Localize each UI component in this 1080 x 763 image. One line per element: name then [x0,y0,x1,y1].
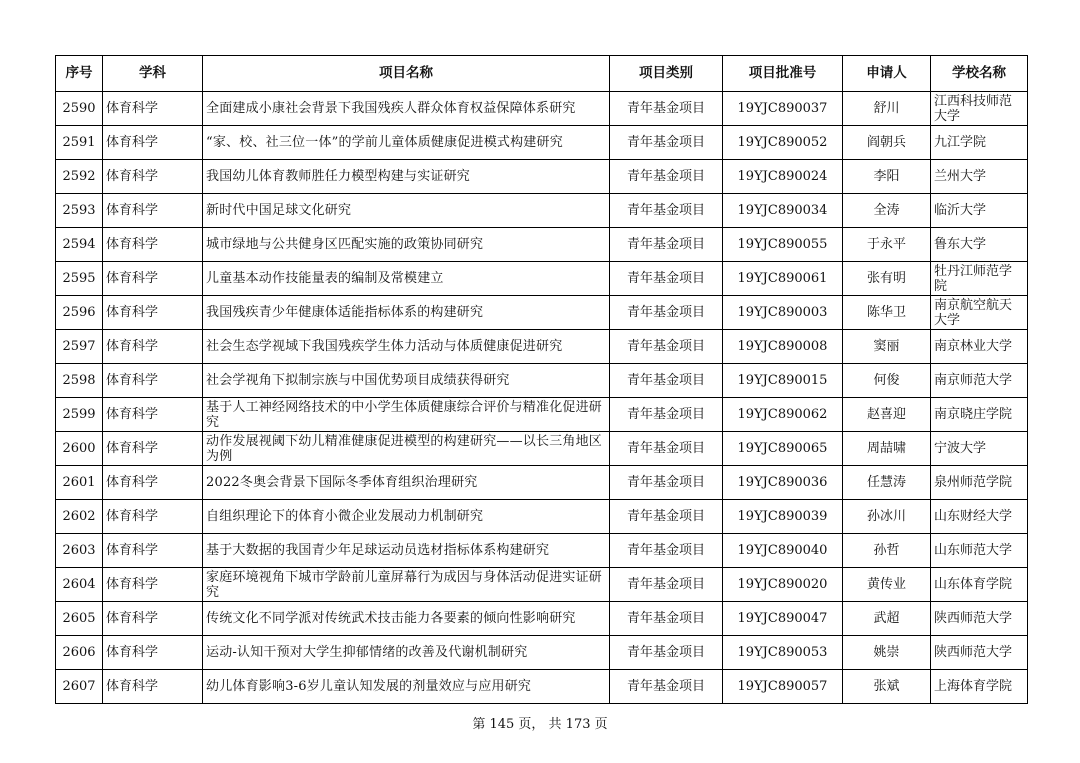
cell-applicant: 周喆啸 [843,432,931,466]
cell-applicant: 张斌 [843,670,931,704]
cell-project-type: 青年基金项目 [610,228,723,262]
cell-project-type: 青年基金项目 [610,126,723,160]
table-row [56,636,1028,670]
table-row [56,262,1028,296]
cell-school: 南京晓庄学院 [931,398,1028,432]
table-row [56,364,1028,398]
cell-project-type: 青年基金项目 [610,262,723,296]
cell-applicant: 陈华卫 [843,296,931,330]
table-row [56,296,1028,330]
cell-school: 上海体育学院 [931,670,1028,704]
cell-school: 鲁东大学 [931,228,1028,262]
cell-project-type: 青年基金项目 [610,92,723,126]
cell-school: 江西科技师范大学 [931,92,1028,126]
header-subject: 学科 [103,56,203,92]
cell-approval-code: 19YJC890037 [723,92,843,126]
cell-no: 2602 [56,500,103,534]
table-row [56,568,1028,602]
header-school: 学校名称 [931,56,1028,92]
cell-subject: 体育科学 [103,160,203,194]
cell-school: 牡丹江师范学院 [931,262,1028,296]
cell-applicant: 全涛 [843,194,931,228]
header-applicant: 申请人 [843,56,931,92]
cell-project-name: 动作发展视阈下幼儿精准健康促进模型的构建研究——以长三角地区为例 [203,432,610,466]
cell-project-type: 青年基金项目 [610,364,723,398]
cell-project-name: 家庭环境视角下城市学龄前儿童屏幕行为成因与身体活动促进实证研究 [203,568,610,602]
cell-school: 陕西师范大学 [931,636,1028,670]
cell-school: 泉州师范学院 [931,466,1028,500]
cell-approval-code: 19YJC890036 [723,466,843,500]
cell-project-name: 运动-认知干预对大学生抑郁情绪的改善及代谢机制研究 [203,636,610,670]
cell-school: 山东体育学院 [931,568,1028,602]
cell-subject: 体育科学 [103,602,203,636]
table-body [56,92,1028,704]
cell-applicant: 姚崇 [843,636,931,670]
cell-no: 2593 [56,194,103,228]
cell-school: 陕西师范大学 [931,602,1028,636]
cell-project-name: 全面建成小康社会背景下我国残疾人群众体育权益保障体系研究 [203,92,610,126]
table-row [56,228,1028,262]
table-row [56,432,1028,466]
cell-approval-code: 19YJC890003 [723,296,843,330]
cell-project-type: 青年基金项目 [610,568,723,602]
cell-subject: 体育科学 [103,636,203,670]
cell-project-name: 新时代中国足球文化研究 [203,194,610,228]
cell-school: 九江学院 [931,126,1028,160]
cell-subject: 体育科学 [103,534,203,568]
cell-no: 2597 [56,330,103,364]
cell-applicant: 孙冰川 [843,500,931,534]
cell-school: 南京林业大学 [931,330,1028,364]
cell-approval-code: 19YJC890062 [723,398,843,432]
cell-approval-code: 19YJC890024 [723,160,843,194]
cell-no: 2594 [56,228,103,262]
cell-project-name: 基于大数据的我国青少年足球运动员选材指标体系构建研究 [203,534,610,568]
cell-approval-code: 19YJC890020 [723,568,843,602]
table-row [56,160,1028,194]
cell-project-name: 我国残疾青少年健康体适能指标体系的构建研究 [203,296,610,330]
cell-subject: 体育科学 [103,670,203,704]
page-footer: 第 145 页， 共 173 页 [472,717,608,732]
cell-no: 2596 [56,296,103,330]
cell-school: 临沂大学 [931,194,1028,228]
cell-approval-code: 19YJC890055 [723,228,843,262]
cell-school: 山东师范大学 [931,534,1028,568]
cell-project-name: 儿童基本动作技能量表的编制及常模建立 [203,262,610,296]
cell-no: 2599 [56,398,103,432]
cell-project-type: 青年基金项目 [610,160,723,194]
cell-project-type: 青年基金项目 [610,466,723,500]
cell-applicant: 舒川 [843,92,931,126]
cell-applicant: 何俊 [843,364,931,398]
cell-approval-code: 19YJC890040 [723,534,843,568]
header-project-name: 项目名称 [203,56,610,92]
cell-project-name: 城市绿地与公共健身区匹配实施的政策协同研究 [203,228,610,262]
cell-project-name: “家、校、社三位一体”的学前儿童体质健康促进模式构建研究 [203,126,610,160]
cell-no: 2592 [56,160,103,194]
table-row [56,398,1028,432]
cell-approval-code: 19YJC890061 [723,262,843,296]
table-header [56,56,1028,92]
cell-approval-code: 19YJC890015 [723,364,843,398]
cell-approval-code: 19YJC890039 [723,500,843,534]
cell-no: 2606 [56,636,103,670]
cell-project-name: 幼儿体育影响3-6岁儿童认知发展的剂量效应与应用研究 [203,670,610,704]
cell-applicant: 阎朝兵 [843,126,931,160]
cell-project-name: 2022冬奥会背景下国际冬季体育组织治理研究 [203,466,610,500]
cell-project-name: 我国幼儿体育教师胜任力模型构建与实证研究 [203,160,610,194]
cell-subject: 体育科学 [103,466,203,500]
cell-applicant: 于永平 [843,228,931,262]
cell-subject: 体育科学 [103,296,203,330]
cell-no: 2595 [56,262,103,296]
cell-subject: 体育科学 [103,262,203,296]
cell-project-name: 社会学视角下拟制宗族与中国优势项目成绩获得研究 [203,364,610,398]
cell-no: 2601 [56,466,103,500]
table-row [56,126,1028,160]
cell-subject: 体育科学 [103,398,203,432]
cell-project-type: 青年基金项目 [610,602,723,636]
cell-subject: 体育科学 [103,500,203,534]
cell-project-name: 基于人工神经网络技术的中小学生体质健康综合评价与精准化促进研究 [203,398,610,432]
cell-applicant: 窦丽 [843,330,931,364]
table-row [56,92,1028,126]
cell-project-name: 社会生态学视域下我国残疾学生体力活动与体质健康促进研究 [203,330,610,364]
cell-applicant: 孙哲 [843,534,931,568]
cell-approval-code: 19YJC890034 [723,194,843,228]
cell-no: 2603 [56,534,103,568]
cell-applicant: 张有明 [843,262,931,296]
cell-project-type: 青年基金项目 [610,296,723,330]
cell-approval-code: 19YJC890052 [723,126,843,160]
cell-subject: 体育科学 [103,364,203,398]
cell-subject: 体育科学 [103,92,203,126]
cell-subject: 体育科学 [103,432,203,466]
table-row [56,194,1028,228]
cell-subject: 体育科学 [103,330,203,364]
cell-no: 2590 [56,92,103,126]
cell-subject: 体育科学 [103,194,203,228]
header-approval-code: 项目批准号 [723,56,843,92]
cell-project-name: 传统文化不同学派对传统武术技击能力各要素的倾向性影响研究 [203,602,610,636]
cell-applicant: 赵喜迎 [843,398,931,432]
cell-school: 山东财经大学 [931,500,1028,534]
cell-applicant: 李阳 [843,160,931,194]
cell-subject: 体育科学 [103,228,203,262]
cell-school: 南京师范大学 [931,364,1028,398]
cell-project-name: 自组织理论下的体育小微企业发展动力机制研究 [203,500,610,534]
cell-project-type: 青年基金项目 [610,670,723,704]
cell-approval-code: 19YJC890053 [723,636,843,670]
cell-no: 2598 [56,364,103,398]
cell-project-type: 青年基金项目 [610,534,723,568]
table-row [56,330,1028,364]
cell-school: 南京航空航天大学 [931,296,1028,330]
cell-no: 2591 [56,126,103,160]
table-row [56,602,1028,636]
header-no: 序号 [56,56,103,92]
table-row [56,534,1028,568]
table-row [56,466,1028,500]
cell-project-type: 青年基金项目 [610,330,723,364]
cell-project-type: 青年基金项目 [610,194,723,228]
cell-school: 兰州大学 [931,160,1028,194]
cell-no: 2607 [56,670,103,704]
cell-project-type: 青年基金项目 [610,398,723,432]
cell-approval-code: 19YJC890047 [723,602,843,636]
cell-approval-code: 19YJC890008 [723,330,843,364]
cell-school: 宁波大学 [931,432,1028,466]
cell-no: 2604 [56,568,103,602]
cell-applicant: 任慧涛 [843,466,931,500]
cell-project-type: 青年基金项目 [610,500,723,534]
cell-project-type: 青年基金项目 [610,432,723,466]
project-table [55,55,1028,704]
cell-subject: 体育科学 [103,568,203,602]
table-row [56,670,1028,704]
cell-project-type: 青年基金项目 [610,636,723,670]
cell-applicant: 武超 [843,602,931,636]
cell-no: 2605 [56,602,103,636]
cell-applicant: 黄传业 [843,568,931,602]
header-project-type: 项目类别 [610,56,723,92]
cell-no: 2600 [56,432,103,466]
table-row [56,500,1028,534]
cell-approval-code: 19YJC890057 [723,670,843,704]
cell-subject: 体育科学 [103,126,203,160]
cell-approval-code: 19YJC890065 [723,432,843,466]
